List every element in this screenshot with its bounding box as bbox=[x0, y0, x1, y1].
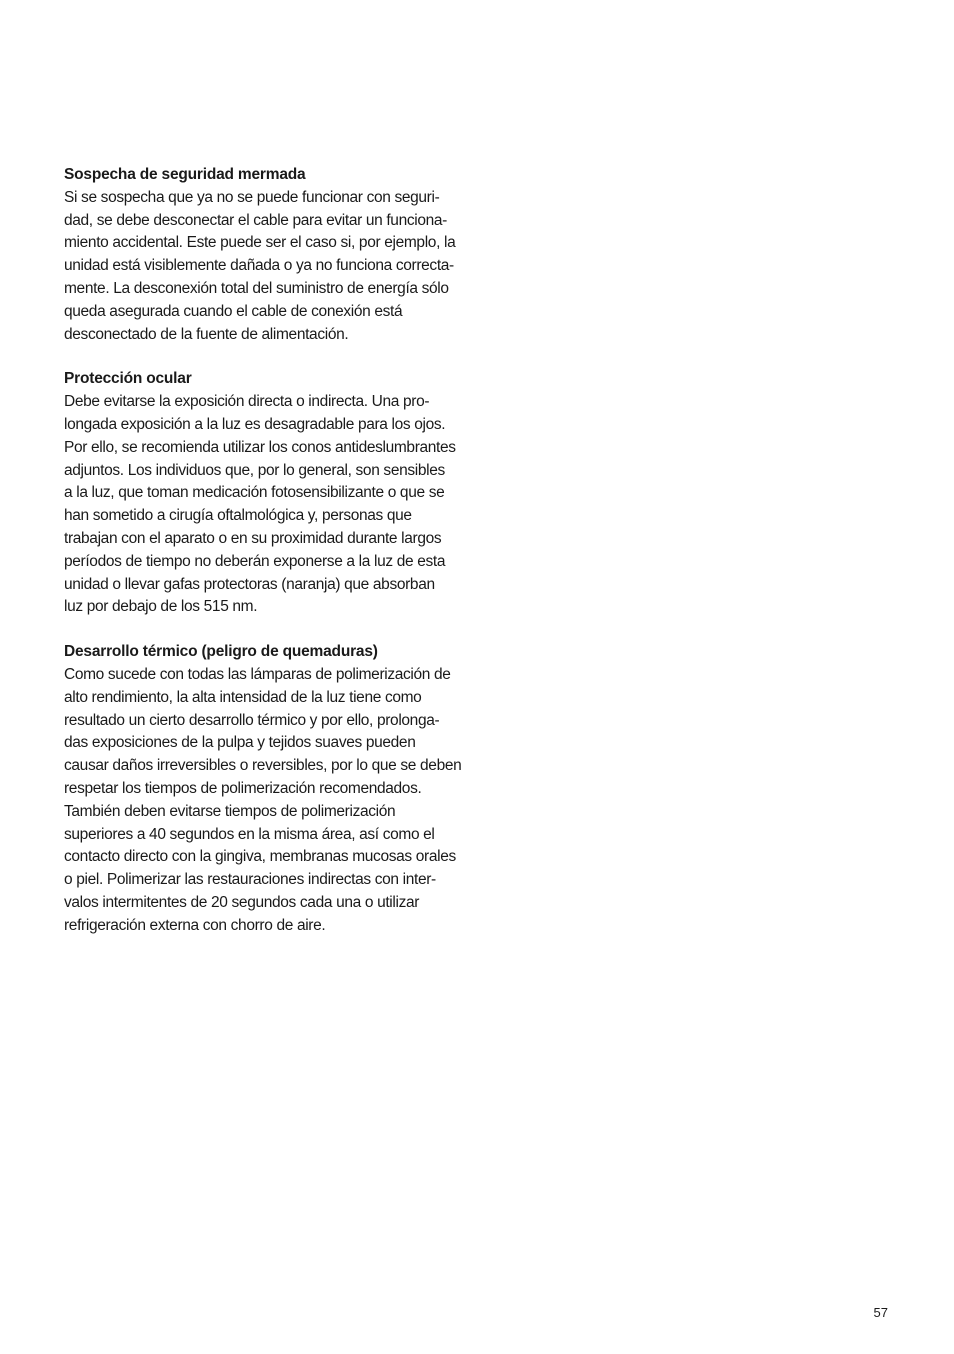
body-line: miento accidental. Este puede ser el caso si, por ejemplo, la bbox=[64, 234, 456, 252]
body-line: luz por debajo de los 515 nm. bbox=[64, 598, 258, 616]
section-eye-protection bbox=[64, 368, 466, 619]
body-line: Como sucede con todas las lámparas de polimerización de bbox=[64, 665, 451, 683]
body-line: períodos de tiempo no deberán exponerse a la luz de esta bbox=[64, 552, 446, 570]
body-line: longada exposición a la luz es desagradable para los ojos. bbox=[64, 415, 446, 433]
section-heading: Desarrollo térmico (peligro de quemaduras) bbox=[64, 643, 378, 661]
body-line: contacto directo con la gingiva, membranas mucosas orales bbox=[64, 848, 456, 866]
page-number: 57 bbox=[873, 1305, 888, 1320]
body-line: valos intermitentes de 20 segundos cada una o utilizar bbox=[64, 893, 420, 911]
section-body bbox=[64, 664, 466, 938]
body-line: trabajan con el aparato o en su proximidad durante largos bbox=[64, 529, 442, 547]
body-line: unidad está visiblemente dañada o ya no funciona correcta- bbox=[64, 257, 454, 275]
body-line: causar daños irreversibles o reversibles, por lo que se deben bbox=[64, 757, 462, 775]
body-line: respetar los tiempos de polimerización recomendados. bbox=[64, 779, 422, 797]
body-line: unidad o llevar gafas protectoras (naranja) que absorban bbox=[64, 575, 435, 593]
body-line: queda asegurada cuando el cable de conexión está bbox=[64, 302, 403, 320]
body-line: mente. La desconexión total del suministro de energía sólo bbox=[64, 279, 449, 297]
section-thermal-development bbox=[64, 641, 466, 937]
body-line: dad, se debe desconectar el cable para evitar un funciona- bbox=[64, 211, 447, 229]
body-line: Debe evitarse la exposición directa o indirecta. Una pro- bbox=[64, 393, 430, 411]
body-line: resultado un cierto desarrollo térmico y por ello, prolonga- bbox=[64, 711, 440, 729]
body-line: superiores a 40 segundos en la misma área, así como el bbox=[64, 825, 435, 843]
body-line: También deben evitarse tiempos de polimerización bbox=[64, 802, 396, 820]
body-line: alto rendimiento, la alta intensidad de la luz tiene como bbox=[64, 688, 422, 706]
section-body bbox=[64, 187, 466, 347]
section-reduced-safety bbox=[64, 164, 466, 346]
text-column bbox=[64, 164, 466, 960]
body-line: a la luz, que toman medicación fotosensibilizante o que se bbox=[64, 484, 445, 502]
body-line: adjuntos. Los individuos que, por lo general, son sensibles bbox=[64, 461, 445, 479]
body-line: refrigeración externa con chorro de aire. bbox=[64, 916, 326, 934]
body-line: o piel. Polimerizar las restauraciones indirectas con inter- bbox=[64, 871, 436, 889]
body-line: das exposiciones de la pulpa y tejidos suaves pueden bbox=[64, 734, 416, 752]
body-line: han sometido a cirugía oftalmológica y, personas que bbox=[64, 507, 412, 525]
section-heading: Sospecha de seguridad mermada bbox=[64, 166, 306, 183]
section-body bbox=[64, 391, 466, 619]
body-line: Si se sospecha que ya no se puede funcionar con seguri- bbox=[64, 188, 440, 206]
body-line: desconectado de la fuente de alimentación. bbox=[64, 325, 349, 343]
body-line: Por ello, se recomienda utilizar los conos antideslumbrantes bbox=[64, 438, 456, 456]
section-heading: Protección ocular bbox=[64, 370, 192, 388]
